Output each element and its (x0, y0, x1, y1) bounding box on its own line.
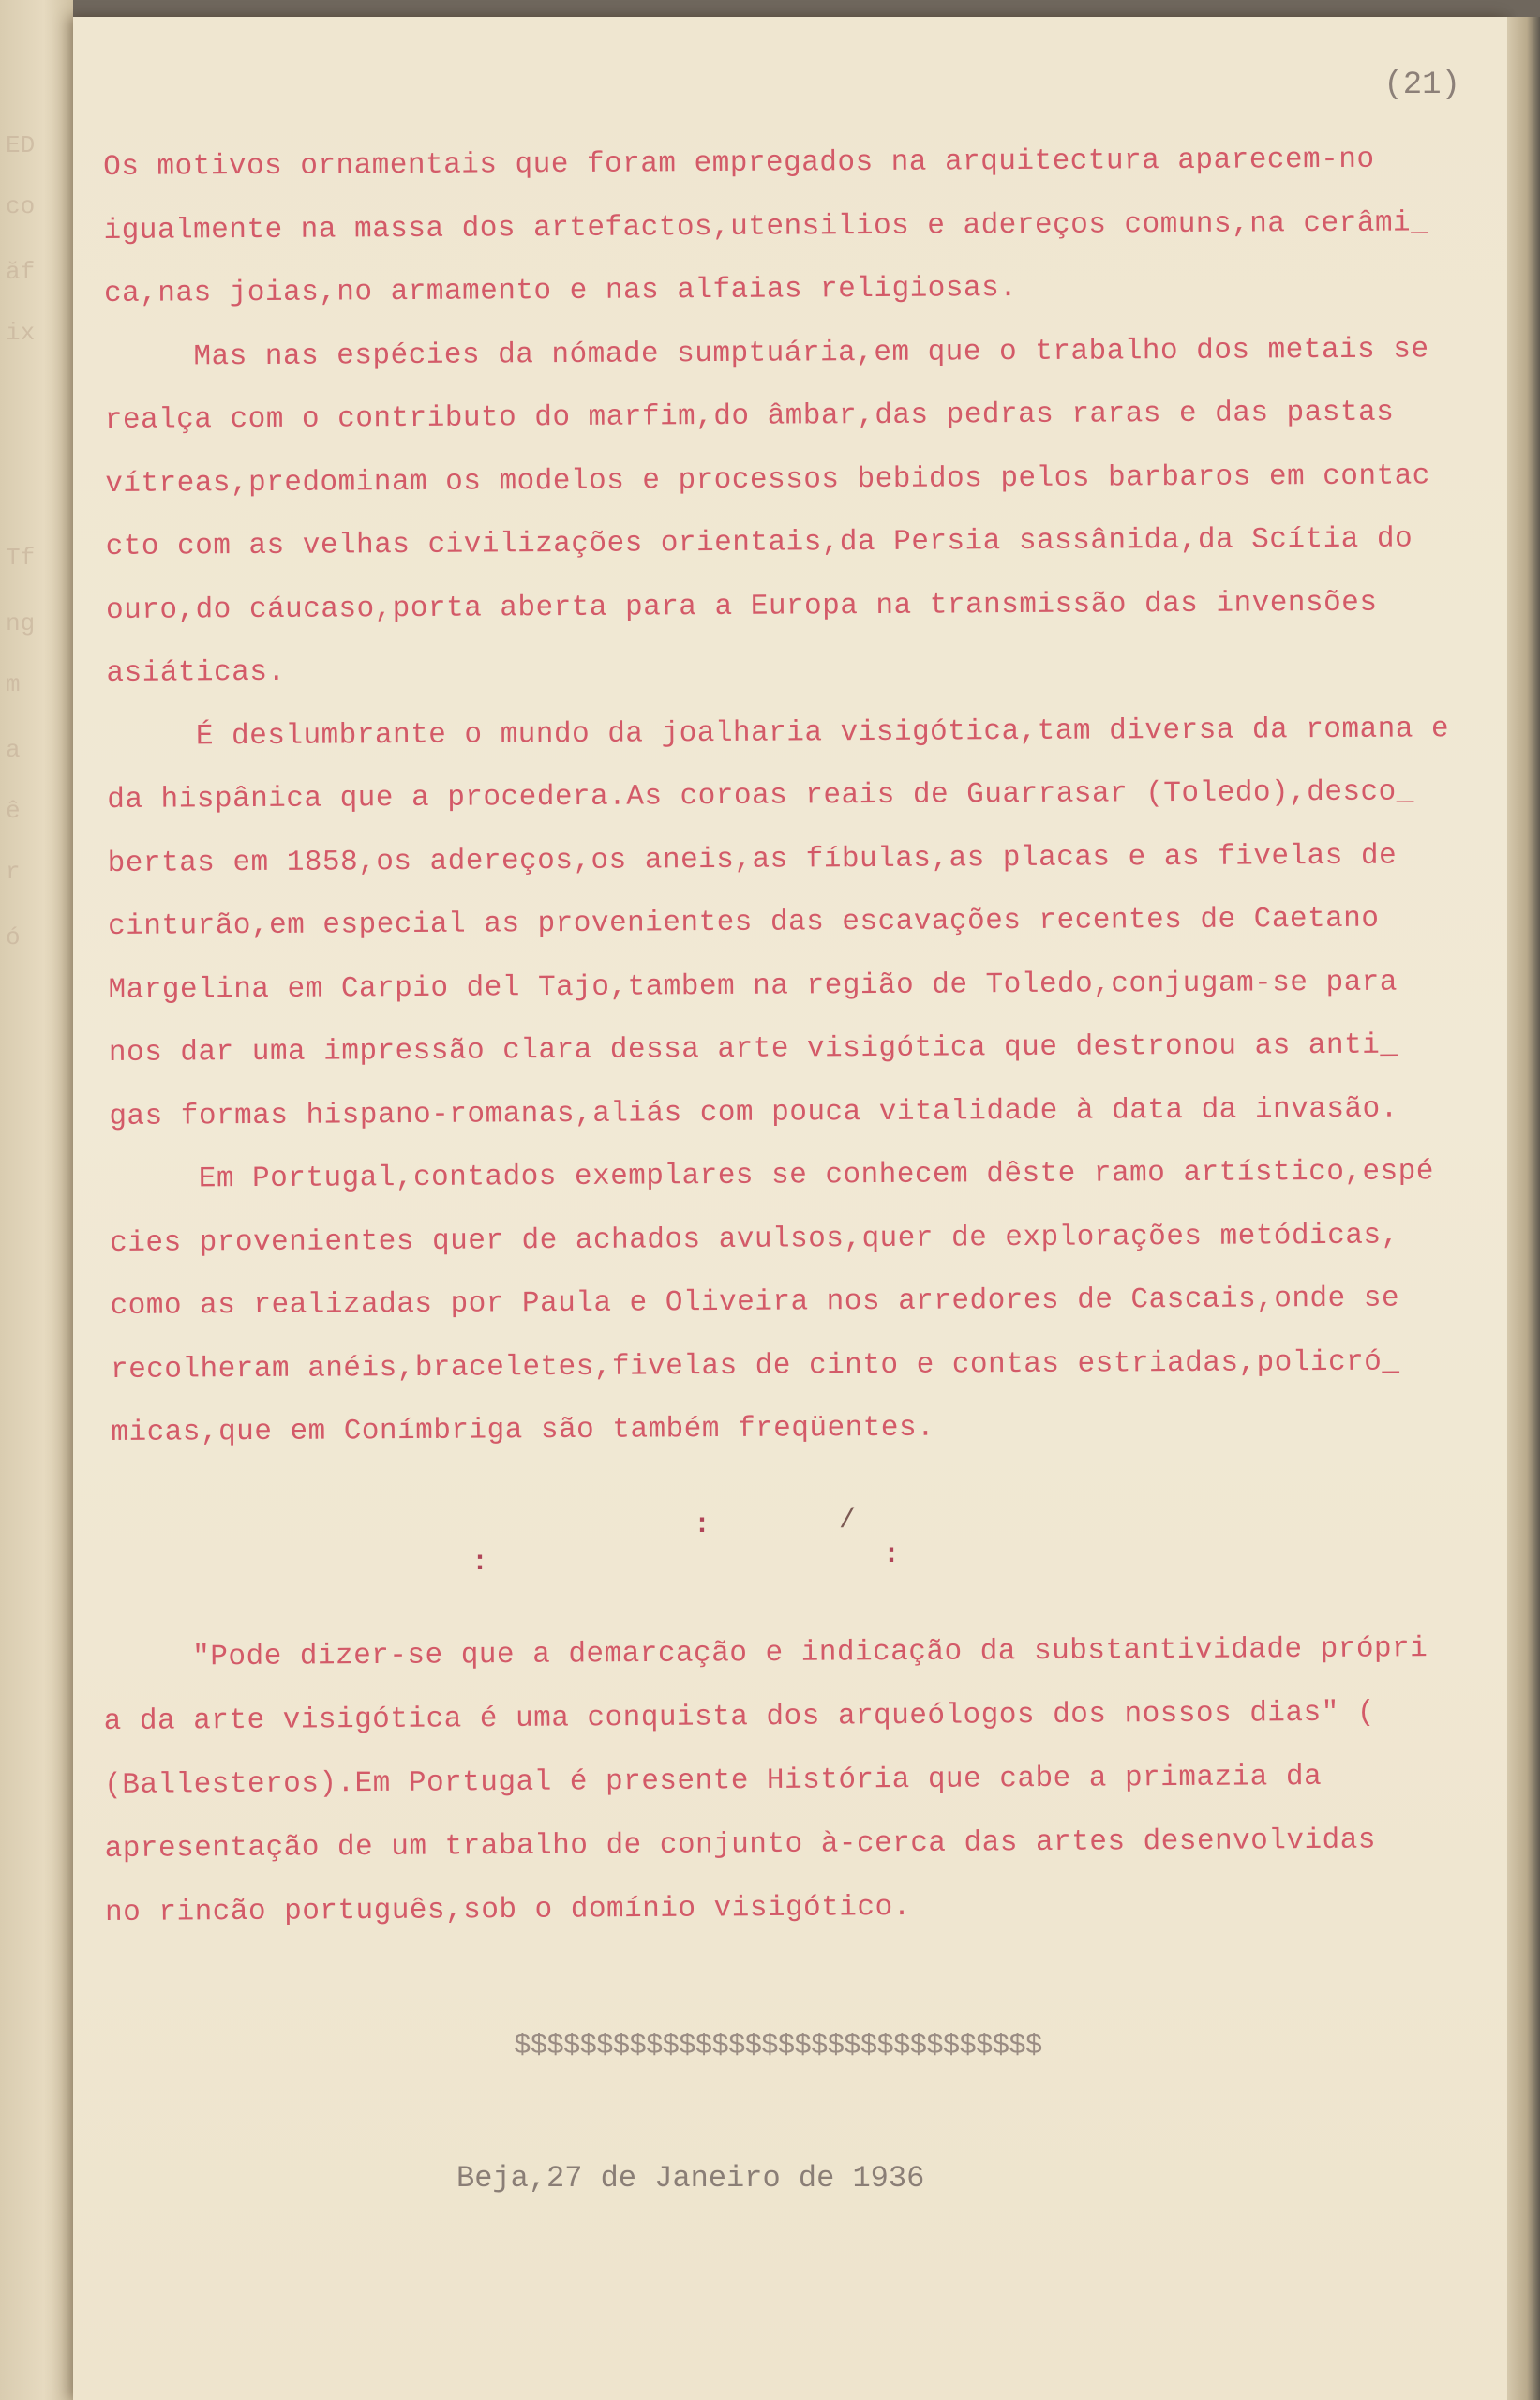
margin-fragment: a (6, 736, 21, 764)
margin-fragment: ê (6, 797, 21, 825)
margin-fragment: ăf (6, 258, 36, 286)
text-line: nos dar uma impressão clara dessa arte visigótica que destronou as anti_ (108, 1028, 1398, 1070)
page-number: (21) (1383, 68, 1460, 103)
body-text (103, 128, 1508, 1465)
text-line: cto com as velhas civilizações orientais,da Persia sassânida,da Scítia do (105, 522, 1413, 563)
separator-mark: : (471, 1547, 489, 1579)
end-rule: $$$$$$$$$$$$$$$$$$$$$$$$$$$$$$$$ (514, 2030, 1042, 2062)
text-line: no rincão português,sob o domínio visigótico. (105, 1890, 911, 1929)
previous-page-edge (0, 0, 73, 2400)
margin-fragment: Tf (6, 544, 36, 572)
margin-fragment: ng (6, 609, 36, 638)
text-line: Os motivos ornamentais que foram empregados na arquitectura aparecem-no (103, 142, 1375, 184)
text-line: "Pode dizer-se que a demarcação e indicação da substantividade própri (192, 1632, 1428, 1674)
text-line: cies provenientes quer de achados avulsos,quer de explorações metódicas, (110, 1219, 1399, 1260)
text-line: apresentação de um trabalho de conjunto à-cerca das artes desenvolvidas (104, 1823, 1377, 1866)
margin-fragment: r (6, 858, 21, 886)
text-line: realça com o contributo do marfim,do âmbar,das pedras raras e das pastas (104, 396, 1395, 437)
text-line: (Ballesteros).Em Portugal é presente História que cabe a primazia da (104, 1760, 1323, 1802)
text-line: como as realizadas por Paula e Oliveira nos arredores de Cascais,onde se (110, 1282, 1400, 1323)
text-line: bertas em 1858,os adereços,os aneis,as fíbulas,as placas e as fivelas de (107, 839, 1398, 880)
text-line: da hispânica que a procedera.As coroas reais de Guarrasar (Toledo),desco_ (107, 775, 1414, 817)
text-line: cinturão,em especial as provenientes das escavações recentes de Caetano (108, 902, 1380, 943)
margin-fragment: co (6, 192, 36, 220)
text-line: gas formas hispano-romanas,aliás com pouca vitalidade à data da invasão. (109, 1092, 1398, 1133)
separator-mark: : (694, 1509, 711, 1541)
text-line: asiáticas. (106, 655, 286, 690)
margin-fragment: m (6, 670, 21, 698)
text-line: ca,nas joias,no armamento e nas alfaias religiosas. (103, 272, 1018, 310)
margin-fragment: ó (6, 923, 21, 952)
text-line: a da arte visigótica é uma conquista dos arqueólogos dos nossos dias" ( (103, 1696, 1376, 1738)
text-line: Margelina em Carpio del Tajo,tambem na região de Toledo,conjugam-se para (108, 966, 1398, 1007)
text-line: micas,que em Conímbriga são também freqüentes. (111, 1411, 935, 1449)
text-line: ouro,do cáucaso,porta aberta para a Europa na transmissão das invensões (105, 586, 1378, 627)
text-line: vítreas,predominam os modelos e processos bebidos pelos barbaros em contac (105, 458, 1430, 501)
text-line: É deslumbrante o mundo da joalharia visigótica,tam diversa da romana e (195, 712, 1450, 753)
page-right-edge (1507, 17, 1540, 2400)
separator-mark: : (883, 1539, 901, 1571)
margin-fragment: ED (6, 131, 36, 159)
place-date: Beja,27 de Janeiro de 1936 (456, 2161, 925, 2196)
separator-slash: / (839, 1505, 857, 1537)
text-line: Em Portugal,contados exemplares se conhecem dêste ramo artístico,espé (198, 1155, 1434, 1196)
text-line: Mas nas espécies da nómade sumptuária,em que o trabalho dos metais se (193, 332, 1429, 373)
text-line: recolheram anéis,braceletes,fivelas de cinto e contas estriadas,policró_ (110, 1345, 1400, 1387)
margin-fragment: ix (6, 319, 36, 347)
quote-paragraph (103, 1617, 1502, 1945)
text-line: igualmente na massa dos artefactos,utensilios e adereços comuns,na cerâmi_ (103, 205, 1429, 248)
